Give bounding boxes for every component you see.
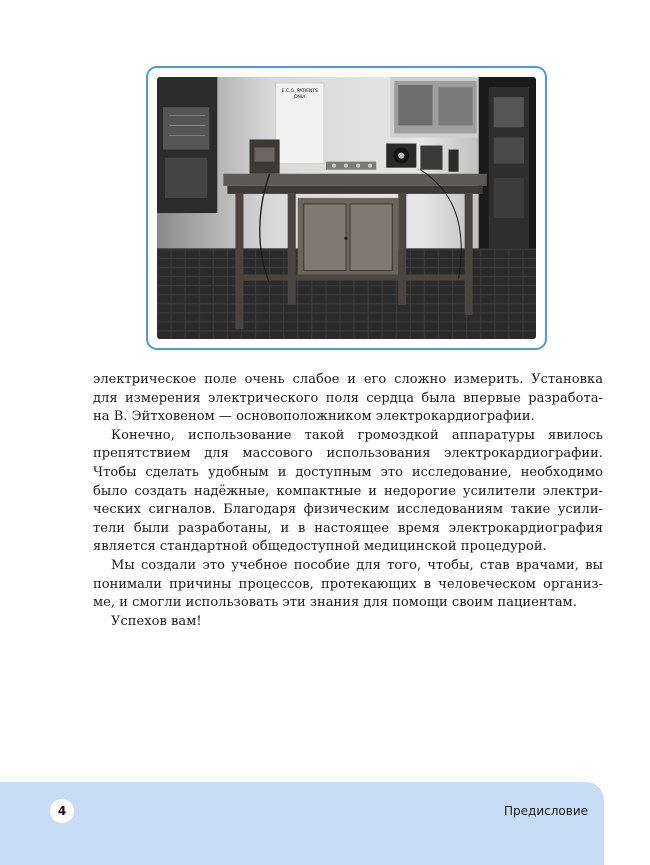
text-line: на В. Эйтховеном — основоположником электрокардиографии. <box>93 409 535 425</box>
paragraph <box>93 427 603 557</box>
sign-line-2: ONLY <box>293 95 306 101</box>
text-line: Успехов вам! <box>111 613 202 629</box>
text-line: ческих сигналов. Благодаря физическим исследованиям такие усили- <box>93 502 603 518</box>
ecg-apparatus-photo <box>157 77 536 339</box>
paragraph <box>93 557 603 613</box>
text-line: Конечно, использование такой громоздкой аппаратуры явилось <box>111 427 603 443</box>
sign-line-1: E.C.G. PATIENTS <box>281 89 318 95</box>
footer-band <box>0 782 604 865</box>
paragraph <box>93 613 603 632</box>
text-line: было создать надёжные, компактные и недорогие усилители электри- <box>93 483 603 499</box>
text-line: Мы создали это учебное пособие для того, чтобы, став врачами, вы <box>111 557 603 573</box>
text-line: электрическое поле очень слабое и его сложно измерить. Установка <box>93 372 603 387</box>
text-line: ме, и смогли использовать эти знания для помощи своим пациентам. <box>93 595 577 611</box>
paragraph <box>93 371 603 427</box>
text-line: для измерения электрического поля сердца была впервые разработа- <box>93 390 603 406</box>
page-number: 4 <box>50 799 74 823</box>
photo-frame <box>146 66 547 350</box>
text-line: понимали причины процессов, протекающих в человеческом организ- <box>93 576 603 592</box>
section-title: Предисловие <box>504 804 588 818</box>
text-line: тели были разработаны, и в настоящее время электрокардиография <box>93 520 603 536</box>
body-text <box>93 371 603 631</box>
text-line: препятствием для массового использования электрокардиографии. <box>93 446 603 462</box>
text-line: Чтобы сделать удобным и доступным это исследование, необходимо <box>93 464 603 480</box>
text-line: является стандартной общедоступной медицинской процедурой. <box>93 539 547 555</box>
